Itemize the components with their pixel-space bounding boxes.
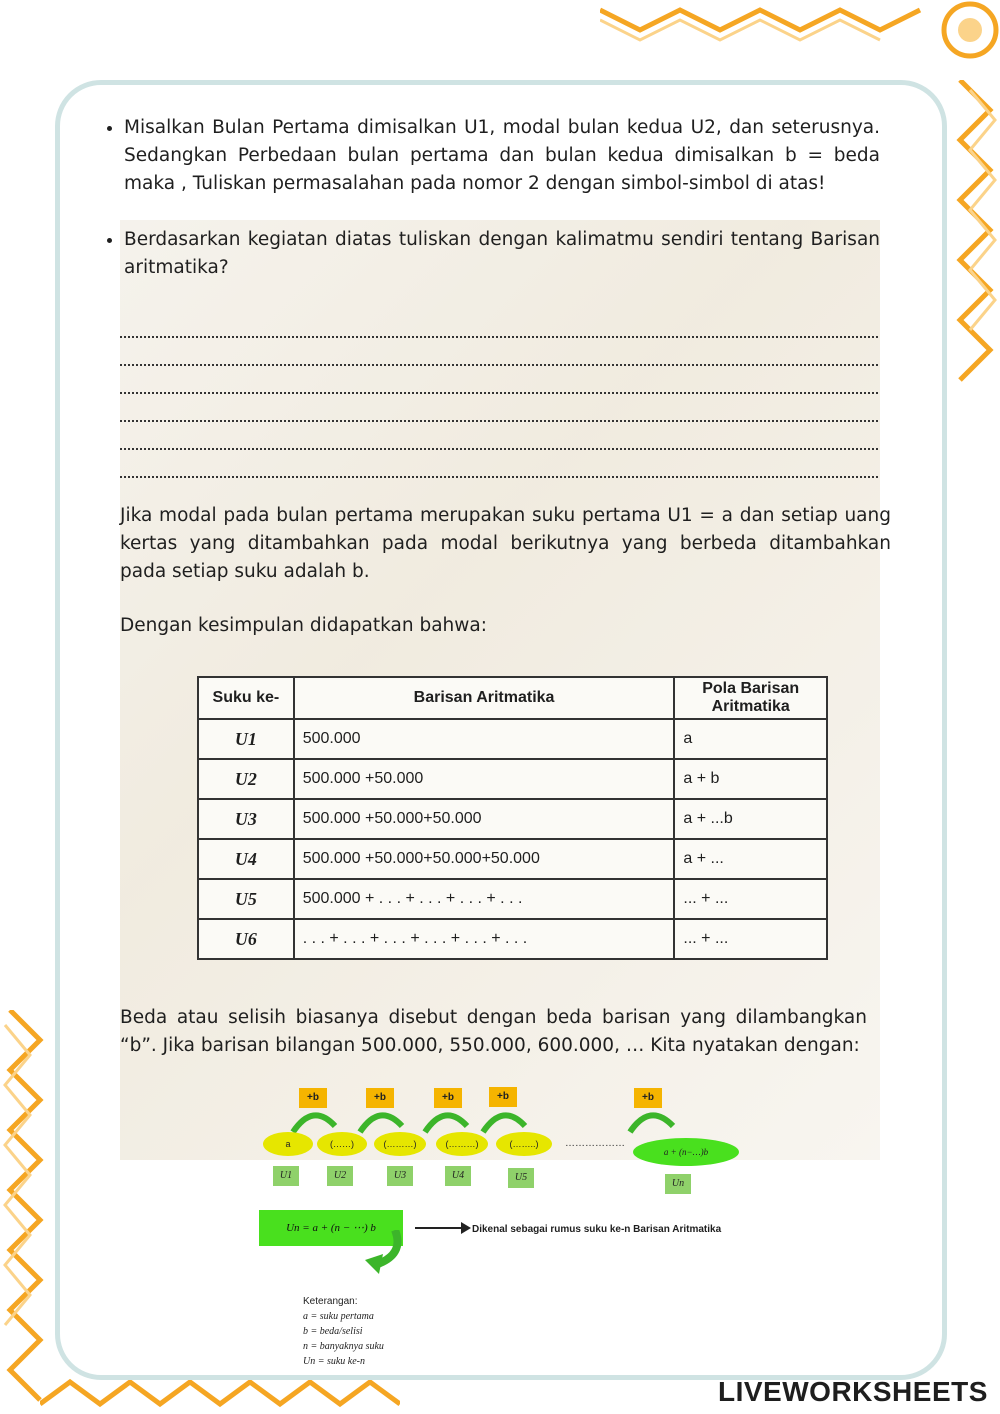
pola-cell: ... + ... bbox=[674, 919, 827, 959]
table-row bbox=[198, 759, 827, 799]
term-oval: (……) bbox=[317, 1132, 367, 1156]
known-as-text: Dikenal sebagai rumus suku ke-n Barisan Aritmatika bbox=[472, 1224, 722, 1235]
plus-b-box: +b bbox=[366, 1088, 394, 1108]
table-row bbox=[198, 799, 827, 839]
table-row bbox=[198, 919, 827, 959]
table-row bbox=[198, 719, 827, 759]
u-label: U1 bbox=[273, 1166, 299, 1186]
paragraph-beda: Beda atau selisih biasanya disebut dengan beda barisan yang dilambangkan “b”. Jika barisan bilangan 500.000, 550.000, 600.000, … Kita nyatakan dengan: bbox=[120, 1007, 867, 1056]
curved-arrow bbox=[355, 1230, 415, 1280]
pola-cell: a + b bbox=[674, 759, 827, 799]
barisan-cell: 500.000 +50.000+50.000+50.000 bbox=[294, 839, 675, 879]
arithmetic-diagram bbox=[255, 1080, 775, 1380]
general-formula: Un = a + (n − ⋯) b bbox=[259, 1210, 403, 1246]
pola-cell: ... + ... bbox=[674, 879, 827, 919]
pola-cell: a + ... bbox=[674, 839, 827, 879]
ornament-bottom-left bbox=[40, 1374, 400, 1414]
term-oval[interactable]: (……..) bbox=[496, 1132, 552, 1156]
keterangan-item: a = suku pertama bbox=[303, 1311, 374, 1322]
suku-cell: U4 bbox=[198, 839, 294, 879]
pola-cell: a + ...b bbox=[674, 799, 827, 839]
barisan-cell: 500.000 bbox=[294, 719, 675, 759]
suku-cell: U2 bbox=[198, 759, 294, 799]
ornament-right bbox=[950, 80, 1000, 400]
answer-line-2[interactable] bbox=[120, 364, 878, 366]
answer-line-5[interactable] bbox=[120, 448, 878, 450]
answer-line-4[interactable] bbox=[120, 420, 878, 422]
barisan-cell: 500.000 +50.000+50.000 bbox=[294, 799, 675, 839]
question-list bbox=[100, 114, 880, 282]
u-label: U4 bbox=[445, 1166, 471, 1186]
suku-cell: U1 bbox=[198, 719, 294, 759]
arithmetic-table bbox=[197, 676, 828, 960]
plus-b-box: +b bbox=[434, 1088, 462, 1108]
header-barisan: Barisan Aritmatika bbox=[294, 677, 675, 719]
ornament-top-right bbox=[600, 0, 1000, 80]
plus-b-box: +b bbox=[299, 1088, 327, 1108]
barisan-cell: 500.000 +50.000 bbox=[294, 759, 675, 799]
table-row bbox=[198, 879, 827, 919]
u-label: U3 bbox=[387, 1166, 413, 1186]
header-suku: Suku ke- bbox=[198, 677, 294, 719]
barisan-cell: 500.000 + . . . + . . . + . . . + . . . bbox=[294, 879, 675, 919]
suku-cell: U3 bbox=[198, 799, 294, 839]
paragraph-conclusion: Dengan kesimpulan didapatkan bahwa: bbox=[120, 615, 487, 636]
keterangan-item: Un = suku ke-n bbox=[303, 1356, 366, 1367]
right-arrow bbox=[415, 1222, 471, 1234]
barisan-cell: . . . + . . . + . . . + . . . + . . . + . . . bbox=[294, 919, 675, 959]
un-label: Un bbox=[665, 1174, 691, 1194]
question-2: • Berdasarkan kegiatan diatas tuliskan dengan kalimatmu sendiri tentang Barisan aritmatika? bbox=[124, 226, 880, 282]
ellipsis-dots: ……………… bbox=[565, 1138, 625, 1149]
keterangan-title: Keterangan: bbox=[303, 1296, 358, 1307]
suku-cell: U5 bbox=[198, 879, 294, 919]
suku-cell: U6 bbox=[198, 919, 294, 959]
term-oval[interactable]: (………) bbox=[436, 1132, 488, 1156]
liveworksheets-logo: LIVEWORKSHEETS bbox=[718, 1376, 988, 1407]
header-pola: Pola Barisan Aritmatika bbox=[674, 677, 827, 719]
question-1: • Misalkan Bulan Pertama dimisalkan U1, modal bulan kedua U2, dan seterusnya. Sedangkan Perbedaan bulan pertama dan bulan kedua dimisalkan b = beda maka , Tuliskan permasalahan pada nomor 2 dengan simbol-simbol di atas! bbox=[124, 114, 880, 198]
answer-line-3[interactable] bbox=[120, 392, 878, 394]
answer-line-1[interactable] bbox=[120, 336, 878, 338]
paragraph-definition: Jika modal pada bulan pertama merupakan suku pertama U1 = a dan setiap uang kertas yang ditambahkan pada modal berikutnya yang berbeda ditambahkan pada setiap suku adalah b. bbox=[120, 505, 891, 582]
u-label: U2 bbox=[327, 1166, 353, 1186]
table-header-row bbox=[198, 677, 827, 719]
plus-b-box: +b bbox=[489, 1087, 517, 1107]
term-oval[interactable]: (………) bbox=[374, 1132, 426, 1156]
plus-b-box: +b bbox=[634, 1088, 662, 1108]
keterangan-block bbox=[303, 1294, 384, 1369]
ornament-left bbox=[0, 1010, 50, 1410]
pola-cell: a bbox=[674, 719, 827, 759]
table-row bbox=[198, 839, 827, 879]
keterangan-item: n = banyaknya suku bbox=[303, 1341, 384, 1352]
term-oval: a bbox=[263, 1132, 313, 1156]
u-label: U5 bbox=[508, 1168, 534, 1188]
answer-line-6[interactable] bbox=[120, 476, 878, 478]
keterangan-item: b = beda/selisi bbox=[303, 1326, 363, 1337]
general-term-oval: a + (n−…)b bbox=[633, 1138, 739, 1166]
